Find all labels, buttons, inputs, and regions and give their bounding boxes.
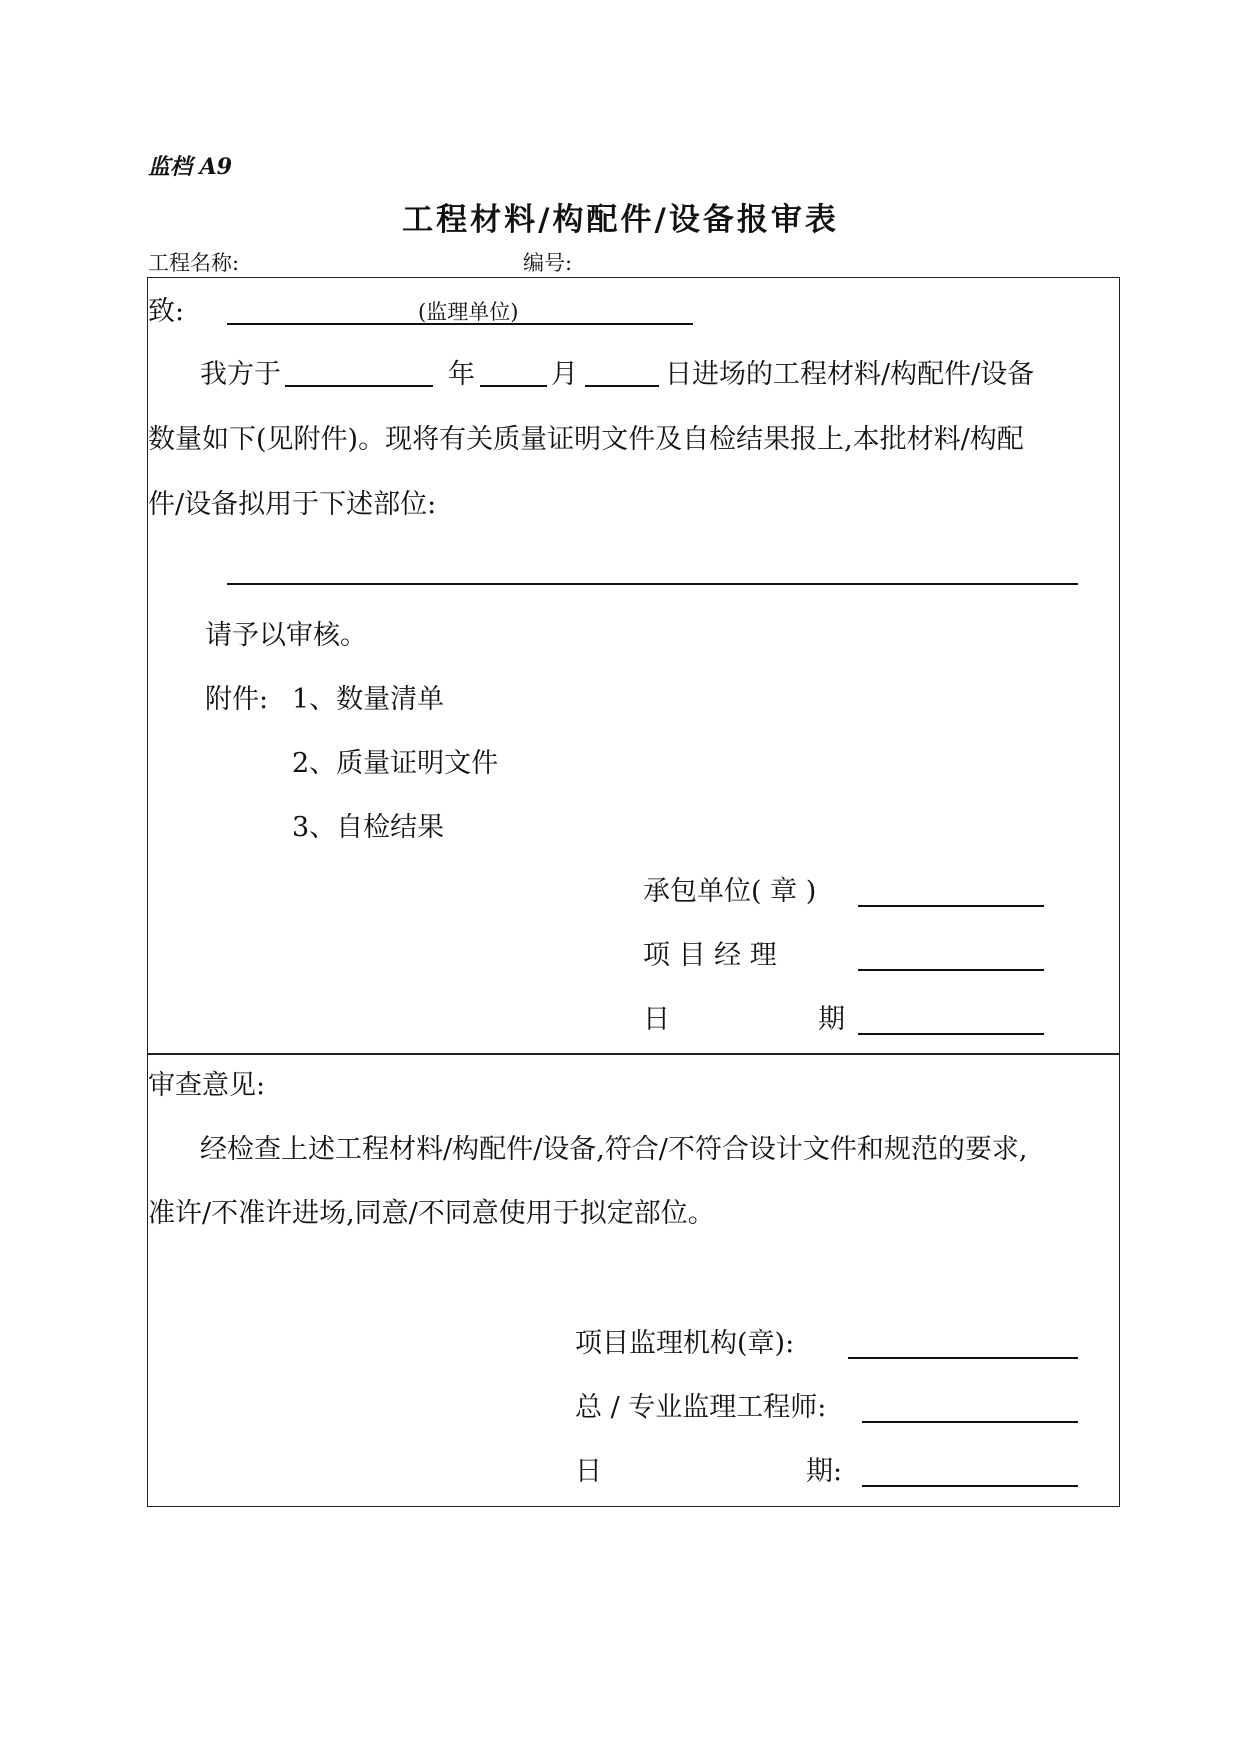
- supervision-engineer-signature-field[interactable]: [862, 1421, 1078, 1423]
- entry-month-field[interactable]: [480, 385, 547, 387]
- to-label: 致:: [148, 296, 185, 327]
- review-date-label-b: 期:: [806, 1456, 843, 1487]
- supervision-org-signature-field[interactable]: [848, 1357, 1078, 1359]
- entry-day-field[interactable]: [585, 385, 659, 387]
- supervision-org-label: 项目监理机构(章):: [575, 1328, 795, 1359]
- project-name-label: 工程名称:: [148, 251, 240, 275]
- project-manager-signature-field[interactable]: [858, 969, 1044, 971]
- supervision-engineer-label: 总 / 专业监理工程师:: [575, 1392, 827, 1423]
- location-field[interactable]: [227, 583, 1078, 585]
- review-paragraph-2: 准许/不准许进场,同意/不同意使用于拟定部位。: [148, 1198, 715, 1229]
- application-section: [147, 277, 1120, 1055]
- application-paragraph-3: 件/设备拟用于下述部位:: [148, 489, 437, 520]
- month-label: 月: [551, 359, 578, 390]
- review-paragraph-1: 经检查上述工程材料/构配件/设备,符合/不符合设计文件和规范的要求,: [200, 1134, 1028, 1165]
- form-code: 监档 A9: [148, 154, 233, 180]
- entry-text-end: 日进场的工程材料/构配件/设备: [665, 359, 1035, 390]
- application-date-label-b: 期: [818, 1004, 845, 1035]
- supervisor-unit-hint: (监理单位): [418, 300, 519, 324]
- review-label: 审查意见:: [148, 1070, 266, 1101]
- review-date-label-a: 日: [575, 1456, 602, 1487]
- project-manager-label: 项 目 经 理: [643, 940, 777, 971]
- review-date-field[interactable]: [862, 1485, 1078, 1487]
- application-paragraph-2: 数量如下(见附件)。现将有关质量证明文件及自检结果报上,本批材料/构配: [148, 424, 1024, 455]
- attachment-item-1: 1、数量清单: [292, 684, 445, 715]
- request-text: 请予以审核。: [205, 620, 367, 651]
- year-label: 年: [448, 359, 475, 390]
- application-date-label-a: 日: [643, 1004, 670, 1035]
- attachments-label: 附件:: [205, 684, 269, 715]
- entry-year-field[interactable]: [285, 385, 433, 387]
- form-title: 工程材料/构配件/设备报审表: [402, 202, 839, 238]
- review-section: [147, 1053, 1120, 1507]
- attachment-item-2: 2、质量证明文件: [292, 748, 499, 779]
- contractor-signature-field[interactable]: [858, 905, 1044, 907]
- number-label: 编号:: [523, 251, 573, 275]
- application-date-field[interactable]: [858, 1033, 1044, 1035]
- attachment-item-3: 3、自检结果: [292, 812, 445, 843]
- entry-text-start: 我方于: [200, 359, 281, 390]
- contractor-label: 承包单位( 章 ): [643, 876, 817, 907]
